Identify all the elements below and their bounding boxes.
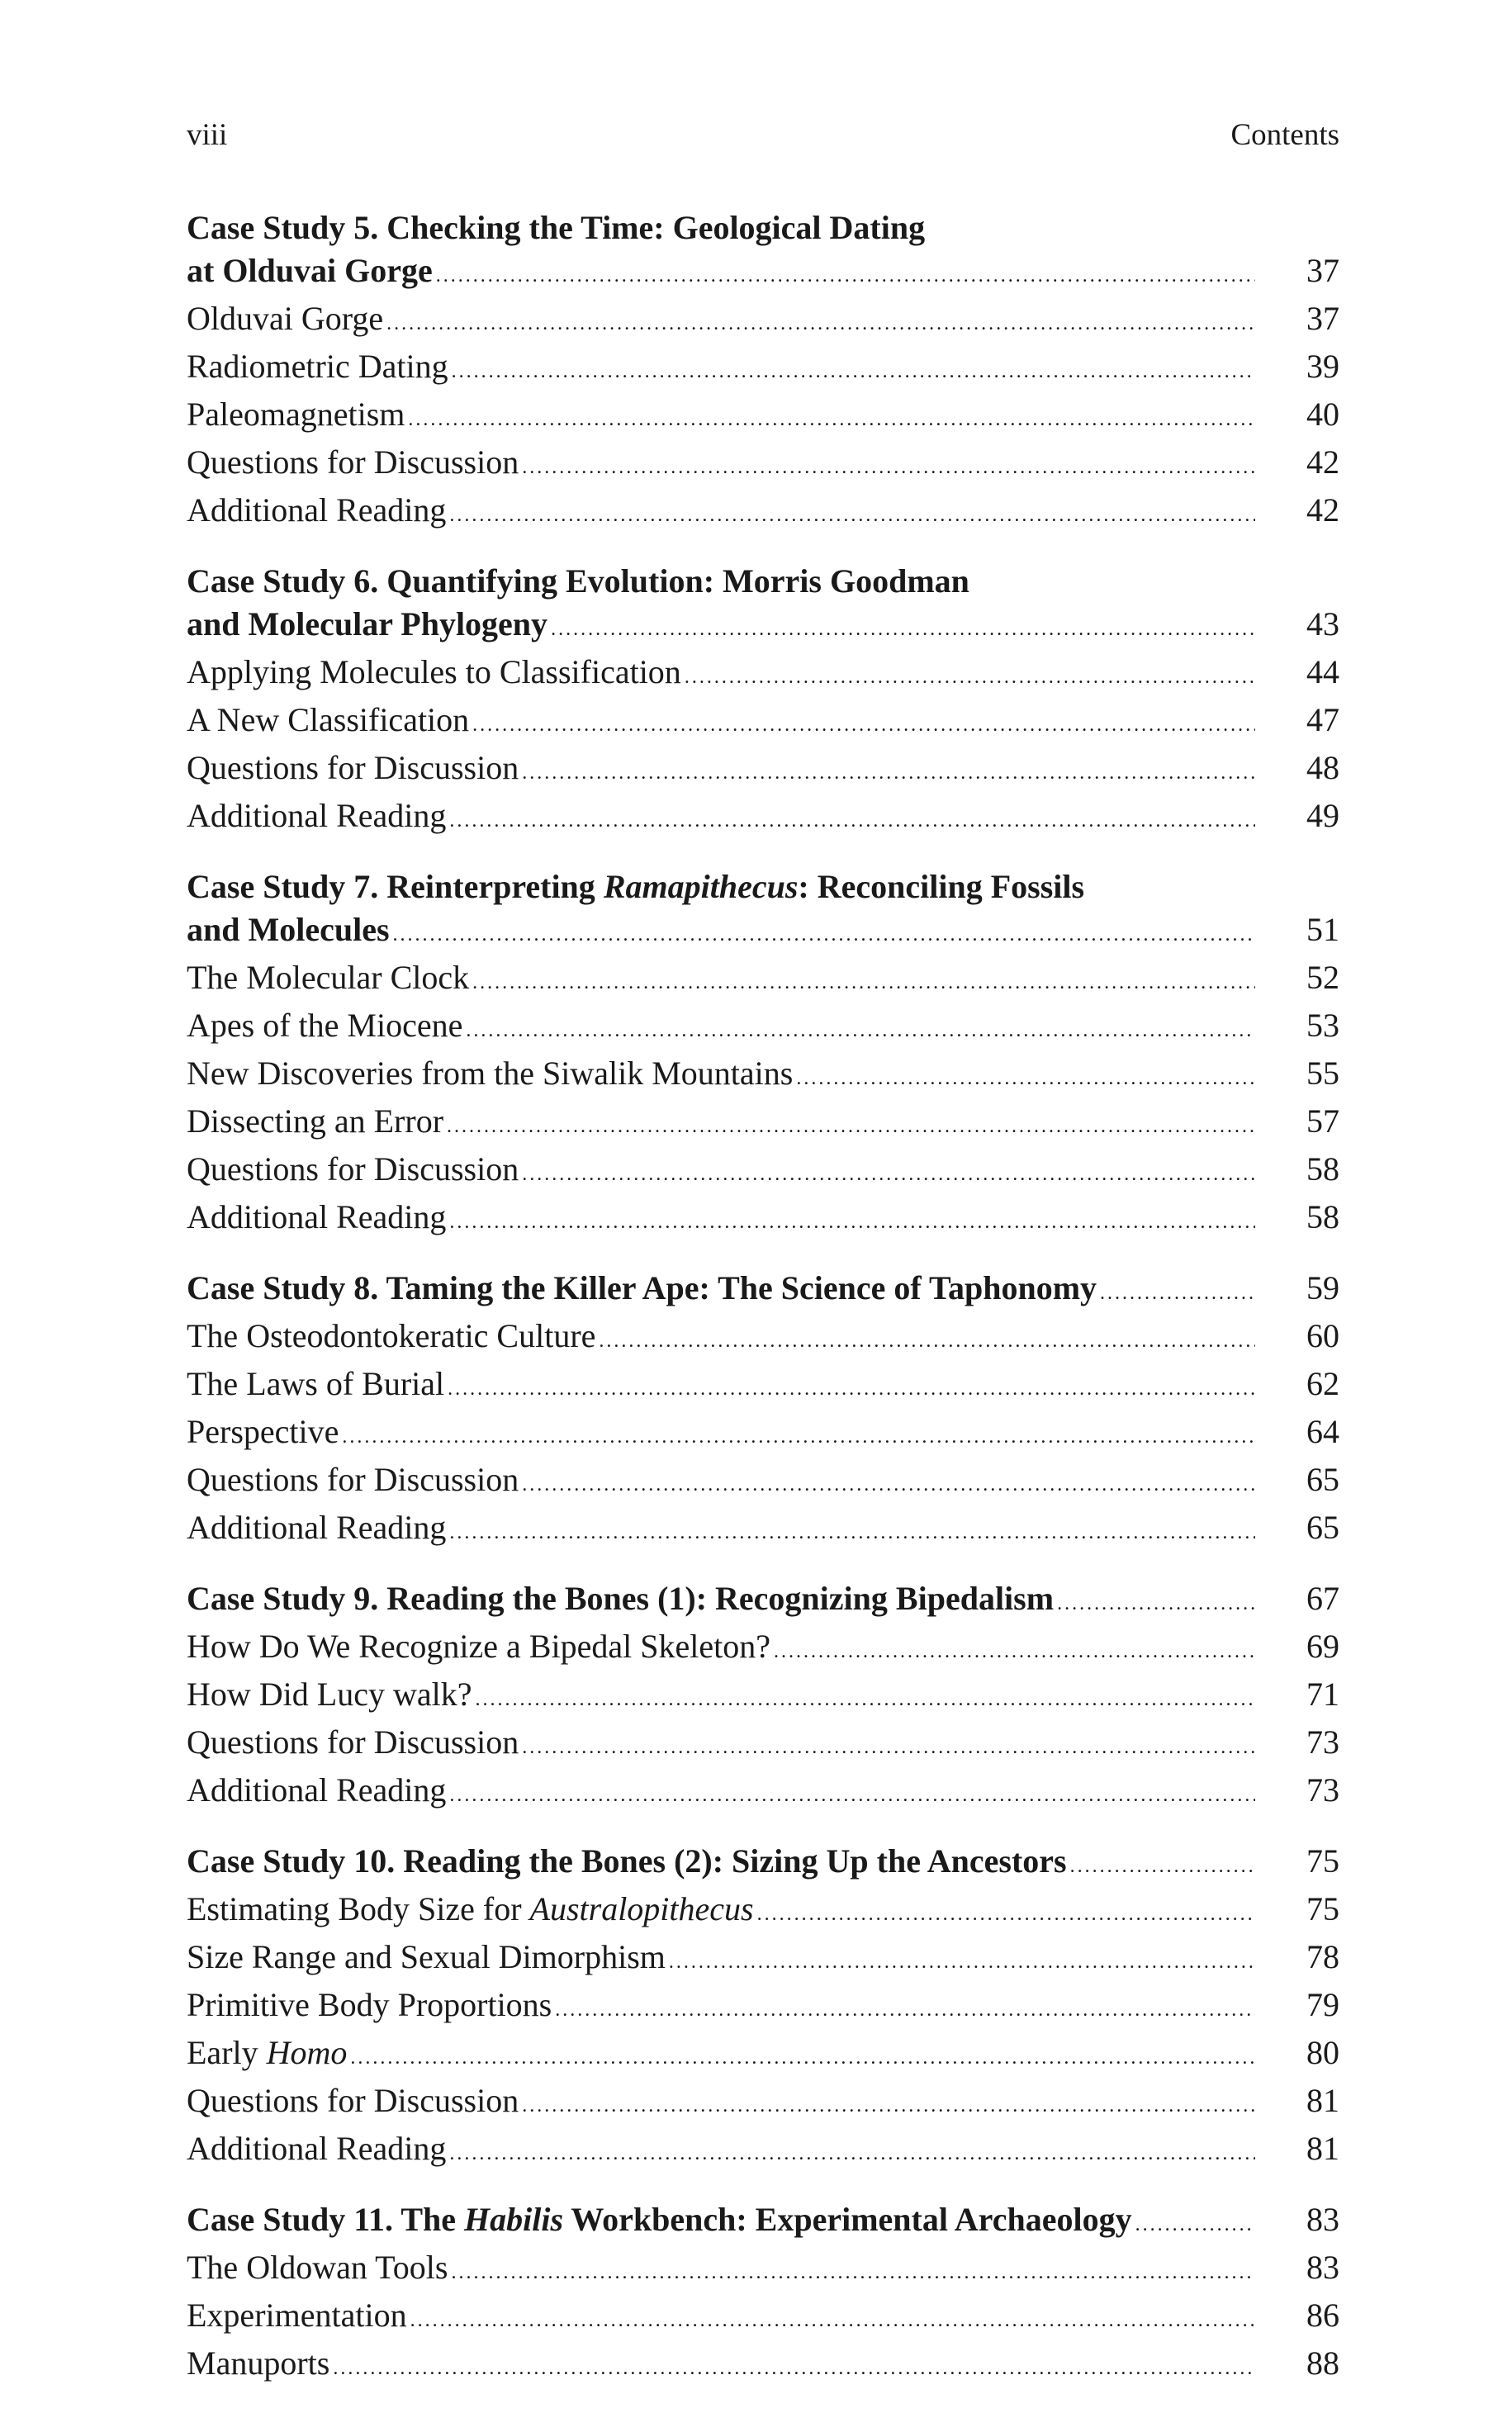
- entry-title: Dissecting an Error: [187, 1102, 444, 1140]
- toc-entry[interactable]: [187, 297, 1339, 345]
- dot-leader: [669, 1941, 1255, 1984]
- section-heading-text: : Reconciling Fossils: [798, 868, 1085, 905]
- entry-title-text: Early: [187, 2034, 267, 2071]
- dot-leader: [393, 913, 1255, 956]
- toc-section-case-study-6: [187, 560, 1339, 842]
- toc-entry[interactable]: [187, 2246, 1339, 2294]
- dot-leader: [551, 608, 1255, 651]
- entry-title: Questions for Discussion: [187, 1723, 519, 1761]
- toc-entry[interactable]: [187, 2127, 1339, 2175]
- entry-page-number: 42: [1306, 491, 1339, 529]
- entry-title: Additional Reading: [187, 1771, 447, 1809]
- section-heading-row[interactable]: [187, 249, 1339, 297]
- entry-title: Primitive Body Proportions: [187, 1986, 552, 2023]
- dot-leader: [410, 2300, 1255, 2342]
- toc-entry[interactable]: [187, 489, 1339, 537]
- toc-entry[interactable]: [187, 956, 1339, 1004]
- entry-page-number: 75: [1306, 1890, 1339, 1927]
- entry-page-number: 53: [1306, 1007, 1339, 1044]
- toc-entry[interactable]: [187, 1196, 1339, 1244]
- dot-leader: [1057, 1582, 1255, 1625]
- entry-title: Perspective: [187, 1413, 339, 1450]
- entry-page-number: 83: [1306, 2249, 1339, 2286]
- toc-entry[interactable]: [187, 345, 1339, 393]
- entry-title-text: Estimating Body Size for: [187, 1890, 530, 1927]
- dot-leader: [449, 1775, 1255, 1817]
- section-heading-text: Case Study 11. The: [187, 2201, 465, 2238]
- entry-page-number: 80: [1306, 2034, 1339, 2071]
- entry-page-number: 42: [1306, 443, 1339, 481]
- entry-title: Applying Molecules to Classification: [187, 653, 681, 690]
- dot-leader: [522, 2085, 1255, 2127]
- entry-title: [187, 2031, 347, 2074]
- section-page-number: 67: [1306, 1580, 1339, 1617]
- toc-entry[interactable]: [187, 1004, 1339, 1052]
- dot-leader: [472, 962, 1255, 1004]
- entry-title: Additional Reading: [187, 491, 447, 529]
- entry-title: Size Range and Sexual Dimorphism: [187, 1938, 666, 1975]
- toc-entry[interactable]: [187, 1984, 1339, 2031]
- toc-entry[interactable]: [187, 1936, 1339, 1984]
- entry-title: How Do We Recognize a Bipedal Skeleton?: [187, 1628, 770, 1665]
- toc-entry[interactable]: [187, 699, 1339, 747]
- dot-leader: [449, 1202, 1255, 1244]
- toc-section-case-study-10: [187, 1840, 1339, 2175]
- section-page-number: 37: [1306, 252, 1339, 289]
- entry-page-number: 69: [1306, 1628, 1339, 1665]
- entry-title: The Oldowan Tools: [187, 2249, 448, 2286]
- section-heading-row[interactable]: [187, 1840, 1339, 1888]
- dot-leader: [408, 399, 1255, 441]
- toc-section-case-study-11: [187, 2198, 1339, 2390]
- section-heading-row[interactable]: [187, 1577, 1339, 1625]
- entry-title: Paleomagnetism: [187, 396, 405, 433]
- toc-entry[interactable]: [187, 2294, 1339, 2342]
- dot-leader: [449, 800, 1255, 842]
- toc-entry[interactable]: [187, 1052, 1339, 1100]
- toc-entry[interactable]: [187, 1673, 1339, 1721]
- toc-entry[interactable]: [187, 1315, 1339, 1363]
- dot-leader: [350, 2037, 1255, 2079]
- entry-title: Olduvai Gorge: [187, 300, 384, 337]
- entry-title: Additional Reading: [187, 1198, 447, 1235]
- entry-page-number: 78: [1306, 1938, 1339, 1975]
- section-page-number: 51: [1306, 911, 1339, 948]
- dot-leader: [522, 1727, 1255, 1769]
- toc-entry[interactable]: [187, 1506, 1339, 1554]
- dot-leader: [449, 2133, 1255, 2175]
- entry-title: Additional Reading: [187, 2130, 447, 2167]
- dot-leader: [599, 1320, 1255, 1363]
- dot-leader: [522, 1154, 1255, 1196]
- section-page-number: 59: [1306, 1269, 1339, 1306]
- section-heading-text: Workbench: Experimental Archaeology: [563, 2201, 1132, 2238]
- dot-leader: [452, 351, 1255, 393]
- section-heading-label: and Molecular Phylogeny: [187, 605, 548, 642]
- section-heading-row[interactable]: [187, 603, 1339, 651]
- toc-entry[interactable]: [187, 1363, 1339, 1410]
- dot-leader: [448, 1368, 1255, 1410]
- section-heading-label: [187, 2198, 1132, 2241]
- dot-leader: [522, 752, 1255, 794]
- entry-title: [187, 1888, 754, 1930]
- entry-title: Additional Reading: [187, 797, 447, 834]
- dot-leader: [449, 495, 1255, 537]
- entry-page-number: 57: [1306, 1102, 1339, 1140]
- entry-page-number: 40: [1306, 396, 1339, 433]
- entry-page-number: 65: [1306, 1461, 1339, 1498]
- entry-page-number: 81: [1306, 2082, 1339, 2119]
- dot-leader: [522, 447, 1255, 489]
- dot-leader: [796, 1058, 1255, 1100]
- entry-title: Questions for Discussion: [187, 1461, 519, 1498]
- entry-page-number: 39: [1306, 348, 1339, 385]
- entry-page-number: 86: [1306, 2297, 1339, 2334]
- entry-page-number: 47: [1306, 701, 1339, 738]
- entry-title-italic: Australopithecus: [529, 1890, 754, 1927]
- entry-page-number: 52: [1306, 959, 1339, 996]
- entry-title: Additional Reading: [187, 1509, 447, 1546]
- dot-leader: [1100, 1272, 1255, 1315]
- section-heading[interactable]: Case Study 5. Checking the Time: Geological Dating: [187, 209, 926, 246]
- entry-page-number: 37: [1306, 300, 1339, 337]
- section-heading-row[interactable]: [187, 1267, 1339, 1315]
- entry-page-number: 49: [1306, 797, 1339, 834]
- entry-title: Questions for Discussion: [187, 1150, 519, 1188]
- section-page-number: 43: [1306, 605, 1339, 642]
- entry-page-number: 88: [1306, 2344, 1339, 2382]
- section-heading-italic: Ramapithecus: [603, 868, 799, 905]
- dot-leader: [475, 1679, 1255, 1721]
- toc-entry[interactable]: [187, 1769, 1339, 1817]
- section-heading[interactable]: [187, 865, 1339, 908]
- toc-entry[interactable]: [187, 393, 1339, 441]
- entry-page-number: 62: [1306, 1365, 1339, 1402]
- entry-page-number: 65: [1306, 1509, 1339, 1546]
- table-of-contents: [187, 206, 1339, 2413]
- entry-title: Experimentation: [187, 2297, 407, 2334]
- section-heading[interactable]: Case Study 6. Quantifying Evolution: Morris Goodman: [187, 562, 969, 600]
- entry-title-italic: Homo: [266, 2034, 348, 2071]
- section-heading-text: Case Study 7. Reinterpreting: [187, 868, 604, 905]
- toc-entry[interactable]: [187, 1148, 1339, 1196]
- dot-leader: [757, 1894, 1255, 1936]
- dot-leader: [333, 2348, 1255, 2390]
- dot-leader: [342, 1416, 1255, 1458]
- page-header: [187, 117, 1339, 159]
- section-page-number: 83: [1306, 2201, 1339, 2238]
- entry-title: Questions for Discussion: [187, 2082, 519, 2119]
- entry-page-number: 44: [1306, 653, 1339, 690]
- section-heading-label: Case Study 10. Reading the Bones (2): Sizing Up the Ancestors: [187, 1842, 1067, 1880]
- toc-entry[interactable]: [187, 1721, 1339, 1769]
- dot-leader: [1070, 1845, 1255, 1888]
- toc-entry[interactable]: [187, 2031, 1339, 2079]
- entry-title: New Discoveries from the Siwalik Mountains: [187, 1055, 794, 1092]
- entry-page-number: 58: [1306, 1150, 1339, 1188]
- entry-page-number: 79: [1306, 1986, 1339, 2023]
- entry-title: Questions for Discussion: [187, 443, 519, 481]
- entry-title: The Laws of Burial: [187, 1365, 445, 1402]
- entry-page-number: 55: [1306, 1055, 1339, 1092]
- dot-leader: [555, 1989, 1255, 2031]
- dot-leader: [522, 1464, 1255, 1506]
- dot-leader: [466, 1010, 1255, 1052]
- toc-entry[interactable]: [187, 794, 1339, 842]
- toc-entry[interactable]: [187, 651, 1339, 699]
- entry-title: How Did Lucy walk?: [187, 1676, 472, 1713]
- page-number: viii: [187, 118, 228, 152]
- entry-title: A New Classification: [187, 701, 470, 738]
- entry-page-number: 81: [1306, 2130, 1339, 2167]
- toc-entry[interactable]: [187, 1458, 1339, 1506]
- entry-title: Radiometric Dating: [187, 348, 448, 385]
- entry-title: Questions for Discussion: [187, 749, 519, 786]
- toc-entry[interactable]: [187, 2079, 1339, 2127]
- entry-page-number: 64: [1306, 1413, 1339, 1450]
- entry-title: The Molecular Clock: [187, 959, 470, 996]
- entry-page-number: 60: [1306, 1317, 1339, 1354]
- entry-page-number: 73: [1306, 1771, 1339, 1809]
- entry-title: Apes of the Miocene: [187, 1007, 463, 1044]
- section-heading-label: and Molecules: [187, 911, 390, 948]
- entry-page-number: 73: [1306, 1723, 1339, 1761]
- dot-leader: [447, 1106, 1255, 1148]
- section-heading-row[interactable]: [187, 2198, 1339, 2246]
- dot-leader: [436, 254, 1255, 297]
- toc-entry[interactable]: [187, 747, 1339, 794]
- toc-entry[interactable]: [187, 1888, 1339, 1936]
- toc-entry[interactable]: [187, 1410, 1339, 1458]
- section-page-number: 75: [1306, 1842, 1339, 1880]
- dot-leader: [451, 2252, 1255, 2294]
- dot-leader: [774, 1631, 1255, 1673]
- section-heading-row[interactable]: [187, 908, 1339, 956]
- toc-section-case-study-9: [187, 1577, 1339, 1817]
- section-heading-italic: Habilis: [464, 2201, 564, 2238]
- toc-section-case-study-7: [187, 865, 1339, 1244]
- toc-entry[interactable]: [187, 1100, 1339, 1148]
- toc-section-case-study-8: [187, 1267, 1339, 1554]
- dot-leader: [472, 704, 1255, 747]
- toc-section-case-study-5: [187, 206, 1339, 537]
- entry-page-number: 48: [1306, 749, 1339, 786]
- running-title: Contents: [1230, 118, 1339, 152]
- dot-leader: [449, 1512, 1255, 1554]
- section-heading-label: at Olduvai Gorge: [187, 252, 433, 289]
- entry-page-number: 71: [1306, 1676, 1339, 1713]
- dot-leader: [386, 303, 1255, 345]
- entry-title: Manuports: [187, 2344, 330, 2382]
- entry-title: The Osteodontokeratic Culture: [187, 1317, 596, 1354]
- entry-page-number: 58: [1306, 1198, 1339, 1235]
- dot-leader: [685, 657, 1255, 699]
- toc-entry[interactable]: [187, 2342, 1339, 2390]
- toc-entry[interactable]: [187, 441, 1339, 489]
- section-heading-label: Case Study 9. Reading the Bones (1): Recognizing Bipedalism: [187, 1580, 1055, 1617]
- dot-leader: [1135, 2203, 1255, 2246]
- section-heading-label: Case Study 8. Taming the Killer Ape: The Science of Taphonomy: [187, 1269, 1097, 1306]
- toc-entry[interactable]: [187, 1625, 1339, 1673]
